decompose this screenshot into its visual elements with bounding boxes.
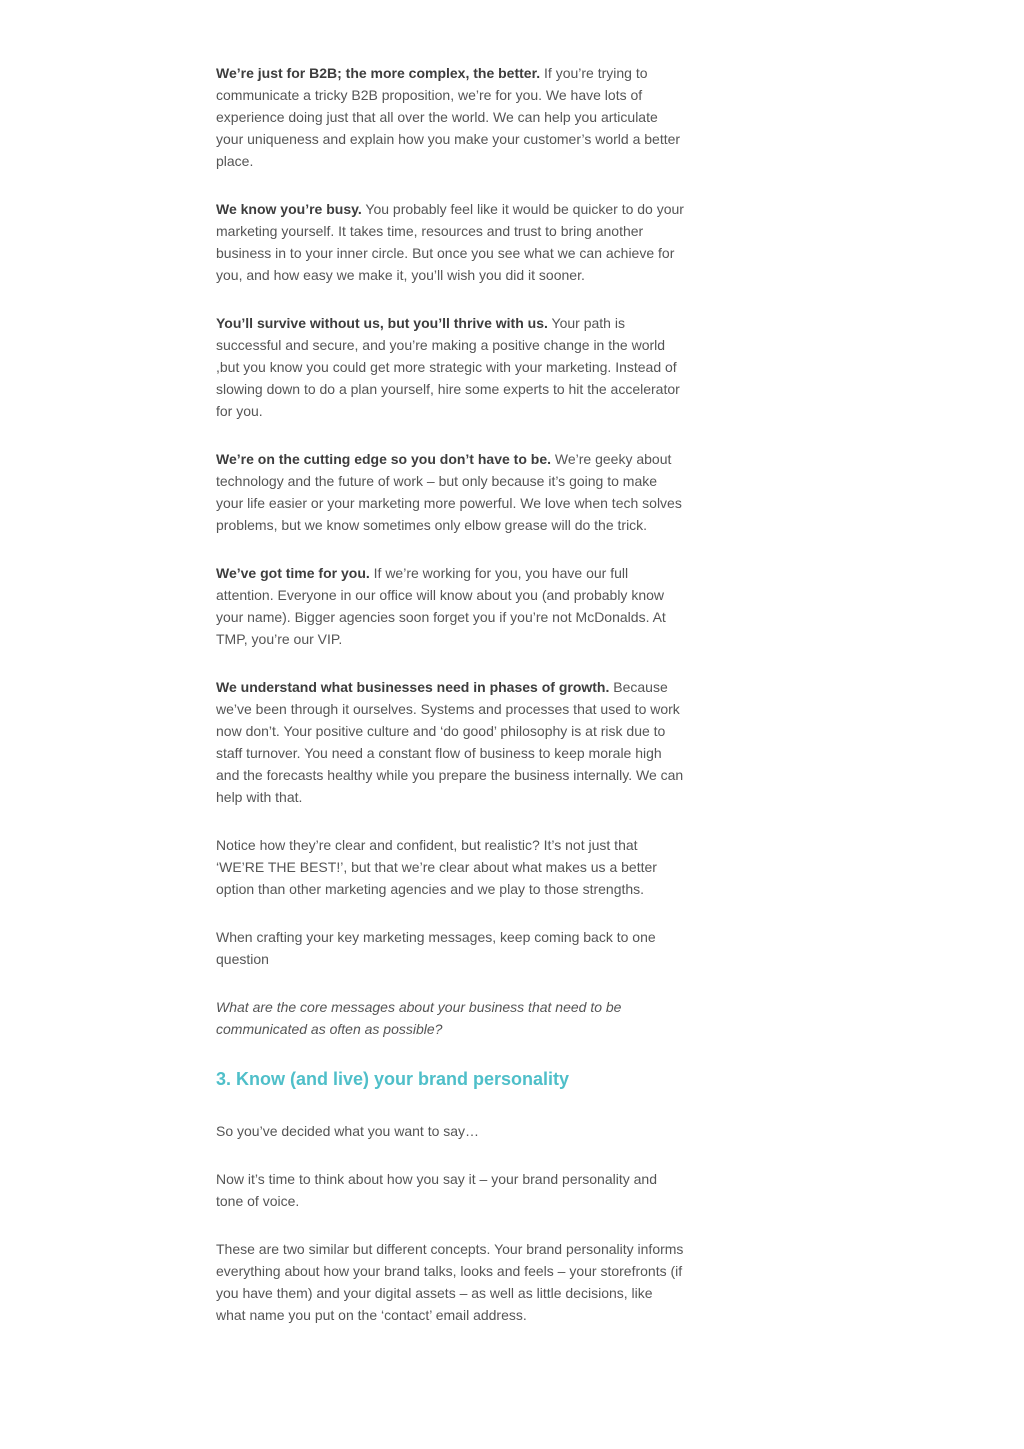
crafting-paragraph: When crafting your key marketing messages, keep coming back to one question xyxy=(216,929,656,967)
point-lead: We’re on the cutting edge so you don’t have to be. xyxy=(216,451,551,467)
point-lead: You’ll survive without us, but you’ll thrive with us. xyxy=(216,315,548,331)
point-text: If you’re trying to communicate a tricky B2B proposition, we’re for you. We have lots of experience doing just that all over the world. We can help you articulate your uniqueness and explain how you make your customer’s world a better place. xyxy=(216,65,681,169)
point-lead: We’re just for B2B; the more complex, the better. xyxy=(216,65,541,81)
body-paragraph-decided: So you’ve decided what you want to say… xyxy=(216,1123,480,1139)
point-paragraph-b2b xyxy=(216,62,684,172)
point-text: Because we’ve been through it ourselves. Systems and processes that used to work now don’t. Your positive culture and ‘do good’ philosophy is at risk due to staff turnover. You need a constant flow of business to keep morale high and the forecasts healthy while you prepare the business internally. We can help with that. xyxy=(216,679,684,805)
point-text: You probably feel like it would be quicker to do your marketing yourself. It takes time, resources and trust to bring another business in to your inner circle. But once you see what we can achieve for you, and how easy we make it, you’ll wish you did it sooner. xyxy=(216,201,684,283)
body-paragraph-concepts: These are two similar but different concepts. Your brand personality informs everything about how your brand talks, looks and feels – your storefronts (if you have them) and your digital assets – as well as little decisions, like what name you put on the ‘contact’ email address. xyxy=(216,1241,684,1323)
point-text: Your path is successful and secure, and you’re making a positive change in the world ,but you know you could get more strategic with your marketing. Instead of slowing down to do a plan yourself, hire some experts to hit the accelerator for you. xyxy=(216,315,680,419)
point-lead: We understand what businesses need in phases of growth. xyxy=(216,679,610,695)
point-paragraph-cutting-edge xyxy=(216,448,684,536)
notice-paragraph: Notice how they’re clear and confident, but realistic? It’s not just that ‘WE’RE THE BEST!’, but that we’re clear about what makes us a better option than other marketing agencies and we play to those strengths. xyxy=(216,837,657,897)
body-paragraph-tone: Now it’s time to think about how you say it – your brand personality and tone of voice. xyxy=(216,1171,657,1209)
point-paragraph-time xyxy=(216,562,684,650)
point-paragraph-growth xyxy=(216,676,684,808)
point-paragraph-busy xyxy=(216,198,684,286)
article-body xyxy=(216,62,684,1352)
point-paragraph-thrive xyxy=(216,312,684,422)
point-text: We’re geeky about technology and the future of work – but only because it’s going to make your life easier or your marketing more powerful. We love when tech solves problems, but we know sometimes only elbow grease will do the trick. xyxy=(216,451,682,533)
key-question-text: What are the core messages about your business that need to be communicated as often as possible? xyxy=(216,999,622,1037)
key-question xyxy=(216,996,684,1040)
point-lead: We know you’re busy. xyxy=(216,201,362,217)
point-lead: We’ve got time for you. xyxy=(216,565,370,581)
point-text: If we’re working for you, you have our full attention. Everyone in our office will know about you (and probably know your name). Bigger agencies soon forget you if you’re not McDonalds. At TMP, you’re our VIP. xyxy=(216,565,666,647)
section-heading: 3. Know (and live) your brand personality xyxy=(216,1069,570,1089)
